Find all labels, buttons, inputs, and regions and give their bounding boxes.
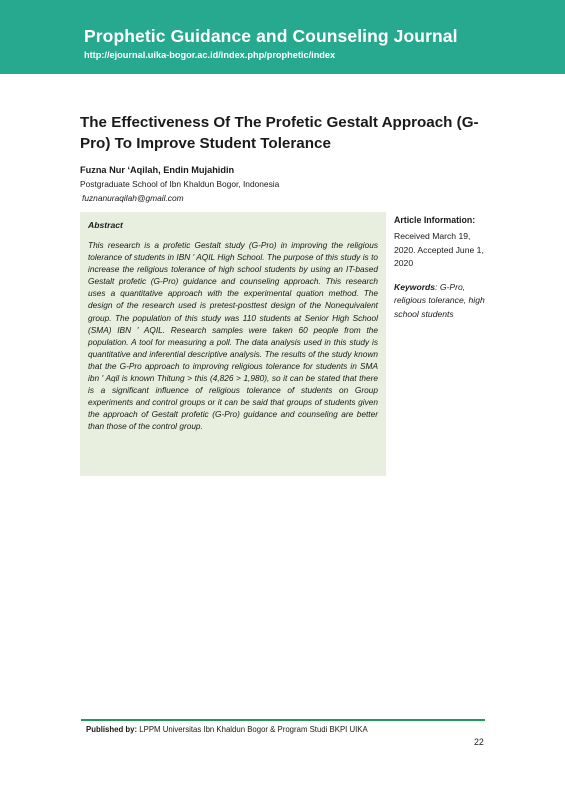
footer-publisher — [86, 725, 368, 734]
abstract-heading: Abstract — [88, 220, 123, 230]
keywords-label: Keywords — [394, 281, 436, 292]
authors: Fuzna Nur ‘Aqilah, Endin Mujahidin — [80, 165, 235, 175]
page-number: 22 — [474, 737, 484, 747]
published-by-label: Published by: — [86, 725, 138, 734]
footer-divider — [81, 719, 485, 721]
journal-url-link[interactable]: http://ejournal.uika-bogor.ac.id/index.php/prophetic/index — [84, 50, 336, 60]
keywords-list: : G-Pro, religious tolerance, high school students — [394, 281, 485, 319]
paper-title: The Effectiveness Of The Profetic Gestalt Approach (G-Pro) To Improve Student Tolerance — [80, 114, 479, 152]
journal-title: Prophetic Guidance and Counseling Journal — [84, 26, 458, 46]
article-dates: Received March 19, 2020. Accepted June 1, 2020 — [394, 231, 484, 269]
keywords — [394, 281, 494, 322]
author-email[interactable]: fuznanuraqilah@gmail.com — [82, 193, 184, 203]
abstract-box — [80, 212, 386, 476]
abstract-text: This research is a profetic Gestalt study (G-Pro) in improving the religious tolerance of students in IBN ' AQIL High School. The purpose of this study is to increase the religious tolerance of high school students by using an IT-based Gestalt profetic (G-Pro) guidance and counseling approach. This research uses a quantitative approach with the experimental quation method. The design of the research used is pretest-posttest design of the Nonequivalent group. The population of this study was 110 students at Senior High School (SMA) IBN ' AQIL. Research samples were taken 60 people from the population. A tool for measuring a poll. The data analysis used in this study is quantitative and inferential descriptive analysis. The results of the study known that the G-Pro approach to improving religious tolerance for students in SMA ibn ' Aqil is known Thitung > this (4,826 > 1,980), so it can be stated that there is a significant influence of religious tolerance of students on Group experiments and control groups or it can be said that groups of students given the approach of Gestalt profetic (G-Pro) guidance and counseling are better than those of the control group. — [88, 240, 378, 432]
article-info — [394, 215, 494, 322]
affiliation: Postgraduate School of Ibn Khaldun Bogor, Indonesia — [80, 179, 280, 189]
journal-banner — [0, 0, 565, 74]
article-info-heading: Article Information: — [394, 215, 476, 225]
publisher-name: LPPM Universitas Ibn Khaldun Bogor & Program Studi BKPI UIKA — [137, 725, 368, 734]
